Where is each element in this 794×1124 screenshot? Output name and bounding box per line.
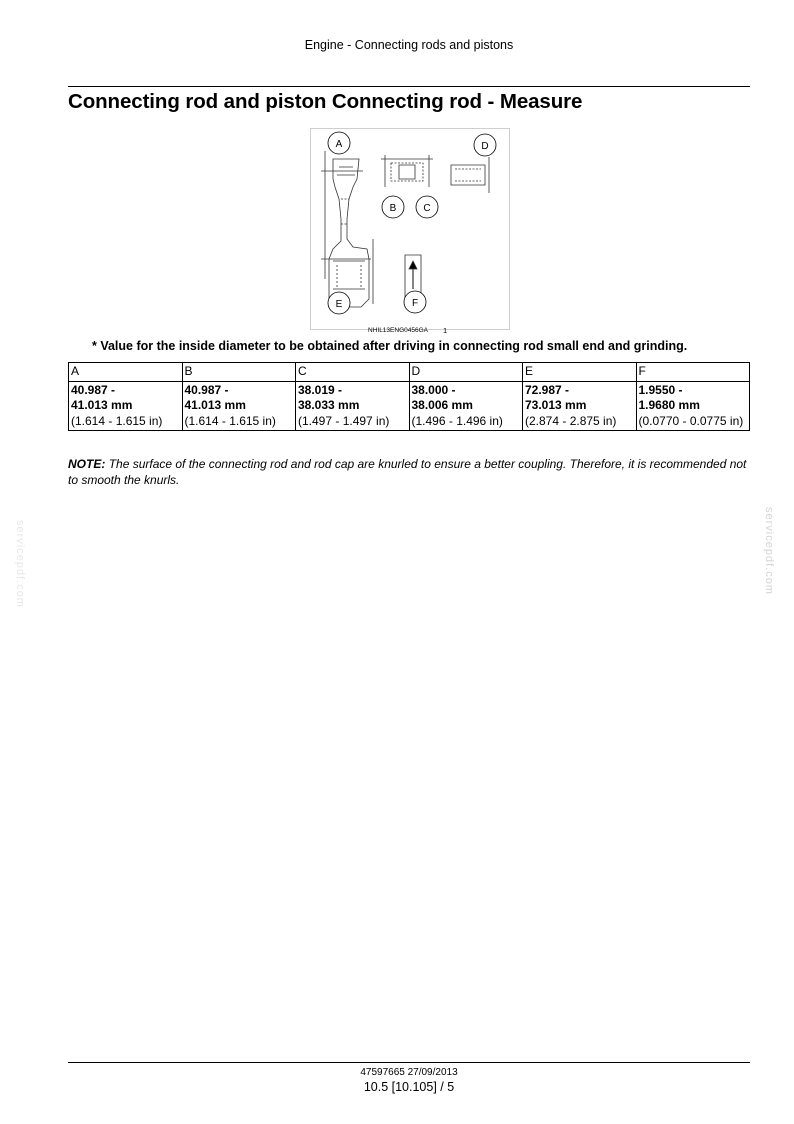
table-header-row bbox=[69, 363, 750, 382]
page-title: Connecting rod and piston Connecting rod - Measure bbox=[68, 90, 583, 113]
callout-b-label: B bbox=[389, 203, 397, 214]
cell-d: 38.000 - 38.006 mm (1.496 - 1.496 in) bbox=[409, 381, 523, 431]
note-label: NOTE: bbox=[68, 457, 106, 471]
callout-a-label: A bbox=[335, 139, 343, 150]
header-f: F bbox=[636, 363, 750, 382]
callout-c-label: C bbox=[423, 203, 431, 214]
header-c: C bbox=[296, 363, 410, 382]
footer-rule bbox=[68, 1062, 750, 1063]
header-b: B bbox=[182, 363, 296, 382]
figure-caption-code: NHIL13ENG0456GA bbox=[368, 327, 428, 334]
header-a: A bbox=[69, 363, 183, 382]
connecting-rod-figure bbox=[310, 128, 510, 330]
footer-page-ref: 10.5 [10.105] / 5 bbox=[363, 1080, 455, 1094]
cell-a: 40.987 - 41.013 mm (1.614 - 1.615 in) bbox=[69, 381, 183, 431]
running-header: Engine - Connecting rods and pistons bbox=[304, 38, 514, 52]
callout-d-label: D bbox=[481, 141, 489, 152]
cell-b: 40.987 - 41.013 mm (1.614 - 1.615 in) bbox=[182, 381, 296, 431]
header-e: E bbox=[523, 363, 637, 382]
header-d: D bbox=[409, 363, 523, 382]
watermark-left: servicepdf.com bbox=[14, 520, 26, 608]
value-note: * Value for the inside diameter to be obtained after driving in connecting rod small end and grinding. bbox=[92, 339, 688, 353]
note-paragraph bbox=[68, 457, 750, 488]
watermark-right: servicepdf.com bbox=[763, 507, 775, 595]
cell-c: 38.019 - 38.033 mm (1.497 - 1.497 in) bbox=[296, 381, 410, 431]
footer-doc-ref: 47597665 27/09/2013 bbox=[360, 1067, 458, 1078]
callout-f-label: F bbox=[411, 298, 419, 309]
cell-e: 72.987 - 73.013 mm (2.874 - 2.875 in) bbox=[523, 381, 637, 431]
figure-number: 1 bbox=[443, 326, 448, 335]
callout-e-label: E bbox=[335, 299, 343, 310]
connecting-rod-drawing bbox=[311, 129, 509, 329]
header-rule bbox=[68, 86, 750, 87]
table-row bbox=[69, 381, 750, 431]
note-text: The surface of the connecting rod and rod cap are knurled to ensure a better coupling. Therefore, it is recommended not to smooth the knurls. bbox=[68, 457, 747, 487]
cell-f: 1.9550 - 1.9680 mm (0.0770 - 0.0775 in) bbox=[636, 381, 750, 431]
specification-table bbox=[68, 362, 750, 431]
